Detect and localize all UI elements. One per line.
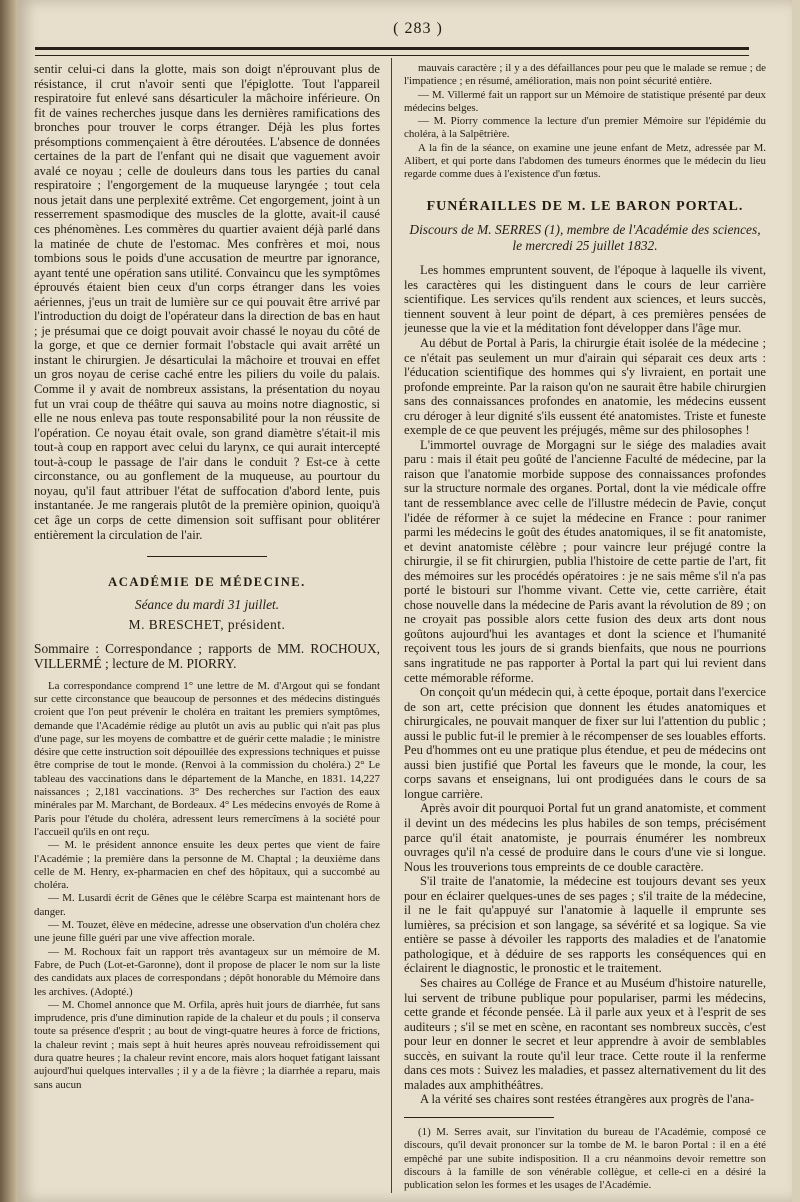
body-paragraph: S'il traite de l'anatomie, la médecine est toujours devant ses yeux pour en éclairer quelques-unes de ses pages ; s'il traite de la médecine, il ne le fait qu'appuyé sur l'anatomie à laquelle il emprunte ses lumières, sa précision et son langage, sa sévérité et sa logique. Sa vie entière se passe à dévoiler les rapports des maladies et de l'anatomie pathologique, et à déduire de ses rapports les conséquences qui en éclairent le diagnostic, le pronostic et le traitement. xyxy=(404,874,766,976)
minutes-paragraph: A la fin de la séance, on examine une jeune enfant de Metz, adressée par M. Alibert, et qui porte dans l'abdomen des tumeurs énormes que le médecin du lieu regarde comme dues à l'existence d'un fœtus. xyxy=(404,141,766,181)
body-paragraph: Au début de Portal à Paris, la chirurgie était isolée de la médecine ; ce n'était pas seulement un mur d'airain qui séparait ces deux arts : l'éducation scientifique des hommes qui s'y livraient, en portait une profonde empreinte. Par la raison qu'on ne saurait être habile chirurgien sans des connaissances profondes en anatomie, les médecins eussent cru déroger à leur dignité s'ils eussent été anatomistes. Triste et funeste exemple de ce que peuvent les préjugés, même sur des philosophes ! xyxy=(404,335,766,438)
body-paragraph: On conçoit qu'un médecin qui, à cette époque, portait dans l'exercice de son art, cette précision que donnent les études anatomiques et chirurgicales, ne pouvait manquer de fixer sur lui l'attention du public ; aussi le public fut-il le premier à le récompenser de ses louables efforts. Peu d'hommes ont eu une pratique plus étendue, et peu de médecins ont aussi bien justifié que Portal les faveurs que le monde, la cour, les corps savans et enseignans, lui ont prodiguées dans le cours de sa longue carrière. xyxy=(404,685,766,801)
minutes-paragraph: — M. Villermé fait un rapport sur un Mémoire de statistique présenté par deux médecins belges. xyxy=(404,88,766,114)
minutes-paragraph: — M. Chomel annonce que M. Orfila, après huit jours de diarrhée, fut sans imprudence, pris d'une diminution rapide de la chaleur et du pouls ; il conserva toute sa présence d'esprit ; au bout de vingt-quatre heures à force de frictions, la chaleur revint ; mais sept à huit heures après nouveau refroidissement qui dura quatre heures ; la chaleur revint encore, mais alors hoquet fatigant laissant aujourd'hui quelques intervalles ; il y a de la fièvre ; la diarrhée a reparu, mais sans aucun xyxy=(34,998,380,1091)
minutes-paragraph: — M. le président annonce ensuite les deux pertes que vient de faire l'Académie ; la première dans la personne de M. Chaptal ; la deuxième dans celle de M. Henry, ex-pharmacien en chef des hôpitaux, qui a succombé au choléra. xyxy=(34,839,380,892)
minutes-paragraph: — M. Rochoux fait un rapport très avantageux sur un mémoire de M. Fabre, de Puch (Lot-et-Garonne), dont il propose de placer le nom sur la liste des candidats aux places de correspondans ; dépôt honorable du Mémoire dans les archives. (Adopté.) xyxy=(34,945,380,998)
footnote xyxy=(404,1126,766,1192)
minutes-paragraph: — M. Piorry commence la lecture d'un premier Mémoire sur l'épidémie du choléra, à la Salpêtrière. xyxy=(404,115,766,141)
session-minutes-continued xyxy=(404,62,766,182)
minutes-paragraph: — M. Touzet, élève en médecine, adresse une observation d'un choléra chez une jeune fille guéri par une vive affection morale. xyxy=(34,919,380,945)
session-summary: Sommaire : Correspondance ; rapports de MM. ROCHOUX, VILLERMÉ ; lecture de M. PIORRY. xyxy=(34,640,380,672)
funerailles-title: FUNÉRAILLES DE M. LE BARON PORTAL. xyxy=(426,198,744,214)
discours-subtitle: Discours de M. SERRES (1), membre de l'Académie des sciences, le mercredi 25 juillet 1832. xyxy=(409,222,761,253)
right-column xyxy=(404,62,766,1194)
session-minutes xyxy=(34,680,380,1092)
president-line: M. BRESCHET, président. xyxy=(128,617,286,633)
minutes-paragraph: La correspondance comprend 1° une lettre de M. d'Argout qui se fondant sur cette circonstance que beaucoup de personnes et des médecins distingués croient que l'on peut prévenir le choléra en traitant les premiers symptômes, demande que l'Académie rédige au plutôt un avis au public qui n'ait pas plus d'une page, sur les moyens de combattre et de guérir cette maladie ; le ministre désire que cette instruction soit dépouillée des expressions techniques et puisse être comprise de tout le monde. (Renvoi à la commission du choléra.) 2° Le tableau des vaccinations dans le département de la Manche, en 1831. 14,227 naissances ; 2,181 vaccinations. 3° Des recherches sur l'action des eaux minérales par M. Marchant, de Bordeaux. 4° Les médecins envoyés de Rome à Paris pour l'étude du choléra, adressent leurs remercîmens à la société pour l'accueil qu'ils en ont reçu. xyxy=(34,679,380,838)
section-rule xyxy=(147,556,267,557)
body-paragraph: Ses chaires au Collége de France et au Muséum d'histoire naturelle, lui servent de tribune publique pour populariser, parmi les médecins, cette grande et féconde pensée. Là il parle aux yeux et à l'esprit de ses auditeurs ; s'il se met en scène, en racontant ses nombreux succès, c'est pour leur en donner le secret et leur apprendre à avoir de semblables succès, en suivant la route qu'il leur trace. Cette route il la renferme dans ces mots : Suivez les maladies, et passez alternativement du lit des malades aux amphithéâtres. xyxy=(404,976,766,1092)
footnote-rule xyxy=(404,1117,554,1118)
page-number: ( 283 ) xyxy=(393,20,443,37)
minutes-paragraph: mauvais caractère ; il y a des défaillances pour peu que le malade se remue ; de l'impatience ; en résumé, amélioration, mais non point sécurité entière. xyxy=(404,62,766,88)
minutes-paragraph: — M. Lusardi écrit de Gênes que le célèbre Scarpa est maintenant hors de danger. xyxy=(34,892,380,918)
session-date: Séance du mardi 31 juillet. xyxy=(134,596,280,612)
body-paragraph: L'immortel ouvrage de Morgagni sur le siége des maladies avait paru : mais il était peu goûté de l'ancienne Faculté de médecine, par la raison que l'anatomie morbide suppose des connaissances profondes sur la structure normale des organes. Portal, dont la vie médicale offre tant de ressemblance avec celle de l'illustre médecin de Pavie, conçut l'idée de réformer à ce sujet la médecine en France : pour ranimer parmi les médecins le goût des études anatomiques, il se fit anatomiste, et devint anatomiste célèbre ; pour vaincre leur préjugé contre la chirurgie, il se fit chirurgien, publia l'histoire de cette partie de l'art, fit des mémoires sur les procédés opératoires : je ne sais même s'il n'a pas porté le bistouri sur l'homme vivant. Cette vie, cette carrière, était chose nouvelle dans la médecine de Paris avant la révolution de 89 ; on ne croyait pas possible alors cette fusion des deux arts dont nous goûtons aujourd'hui les avantages et dont la science et l'humanité reçoivent tous les jours de si grands bienfaits, que nous ne pourrions sans ingratitude ne pas rapporter à Portal la part qui lui revient dans cette mémorable réforme. xyxy=(404,437,766,685)
surgery-case-paragraph: sentir celui-ci dans la glotte, mais son doigt n'éprouvant plus de résistance, il crut n'avoir senti que l'épiglotte. Tout l'appareil respiratoire fut enlevé sans désarticuler la mâchoire inférieure. On fit de vaines recherches jusque dans les dernières ramifications des bronches pour trouver le corps étranger. Déjà les plus fortes présomptions commençaient à être déroutées. L'absence de données certaines de la part de l'enfant qui ne disait que vaguement avoir avalé ce noyau ; celle de douleurs dans tous les parties du canal respiratoire ; l'engorgement de la muqueuse laryngée ; tout cela nous jetait dans une perplexité extrême. Cet engorgement, joint à un resserrement spasmodique des muscles de la glotte, avait-il causé ces phénomènes. Les commères du quartier avaient déjà parlé dans la matinée de chute de l'estomac. Mes confrères et moi, nous tombions sous le poids d'une accusation de meurtre par ignorance, ayant tenté une opération sans utilité. Convaincu que les symptômes éprouvés étaient bien ceux d'un corps étranger dans les voies aériennes, j'eus un trait de lumière sur ce qui pouvait être arrivé par l'introduction du doigt de l'opérateur dans la direction de bas en haut ; je présumai que ce doigt pouvait avoir chassé le noyau du côté de la gorge, et que ce dernier formait l'obstacle qui avait arrêté un instant le chirurgien. Je désarticulai la mâchoire et trouvai en effet un gros noyau de cerise caché entre les piliers du voile du palais. Comme il y avait de nombreux assistans, la présentation du noyau fut un vrai coup de théâtre qui sauva au moins notre diagnostic, si elle ne nous enleva pas toute responsabilité pour la non réussite de l'opération. Ce noyau était ovale, son grand diamètre s'était-il mis tout-à coup en rapport avec celui du larynx, ce qui aurait intercepté tout-à-coup le passage de l'air dans le conduit ? Est-ce à cette circonstance, ou au gonflement de la muqueuse, au pourtour du noyau, qu'il faut attribuer l'état de suffocation d'abord lente, puis instantanée. Je me rangerais plutôt de la première opinion, quoiqu'à cet âge un corps de cette dimension soit suffisant pour oblitérer entièrement la circulation de l'air. xyxy=(34,62,380,542)
body-paragraph: Les hommes empruntent souvent, de l'époque à laquelle ils vivent, les caractères qui les distinguent dans le cours de leur carrière scientifique. Les services qu'ils rendent aux sciences, et leurs succès, tiennent souvent à leur point de départ, à ces premières pensées de jeunesse que la vie et la méditation font développer dans l'âge mur. xyxy=(404,263,766,336)
column-divider xyxy=(391,58,392,1193)
body-paragraph: Après avoir dit pourquoi Portal fut un grand anatomiste, et comment il devint un des médecins les plus habiles de son temps, précisément parce qu'il était anatomiste, je pourrais énumérer les nombreux ouvrages qu'il n'a cessé de produire dans le cours d'une vie si longue. Nous les trouverions tous empreints de ce double caractère. xyxy=(404,801,766,874)
body-paragraph: A la vérité ses chaires sont restées étrangères aux progrès de l'ana- xyxy=(420,1092,755,1107)
footnote-text: (1) M. Serres avait, sur l'invitation du bureau de l'Académie, composé ce discours, qu'il devait prononcer sur la tombe de M. le baron Portal : il en a été empêché par une subite indisposition. Il a cru néanmoins devoir remettre son discours à la famille de son vénérable collègue, et celle-ci en a désiré la publication selon les formes et les usages de l'Académie. xyxy=(404,1125,766,1192)
header-rule xyxy=(35,47,749,56)
left-column xyxy=(34,62,380,1194)
academie-section-title: ACADÉMIE DE MÉDECINE. xyxy=(108,575,306,590)
book-binding xyxy=(0,0,18,1202)
